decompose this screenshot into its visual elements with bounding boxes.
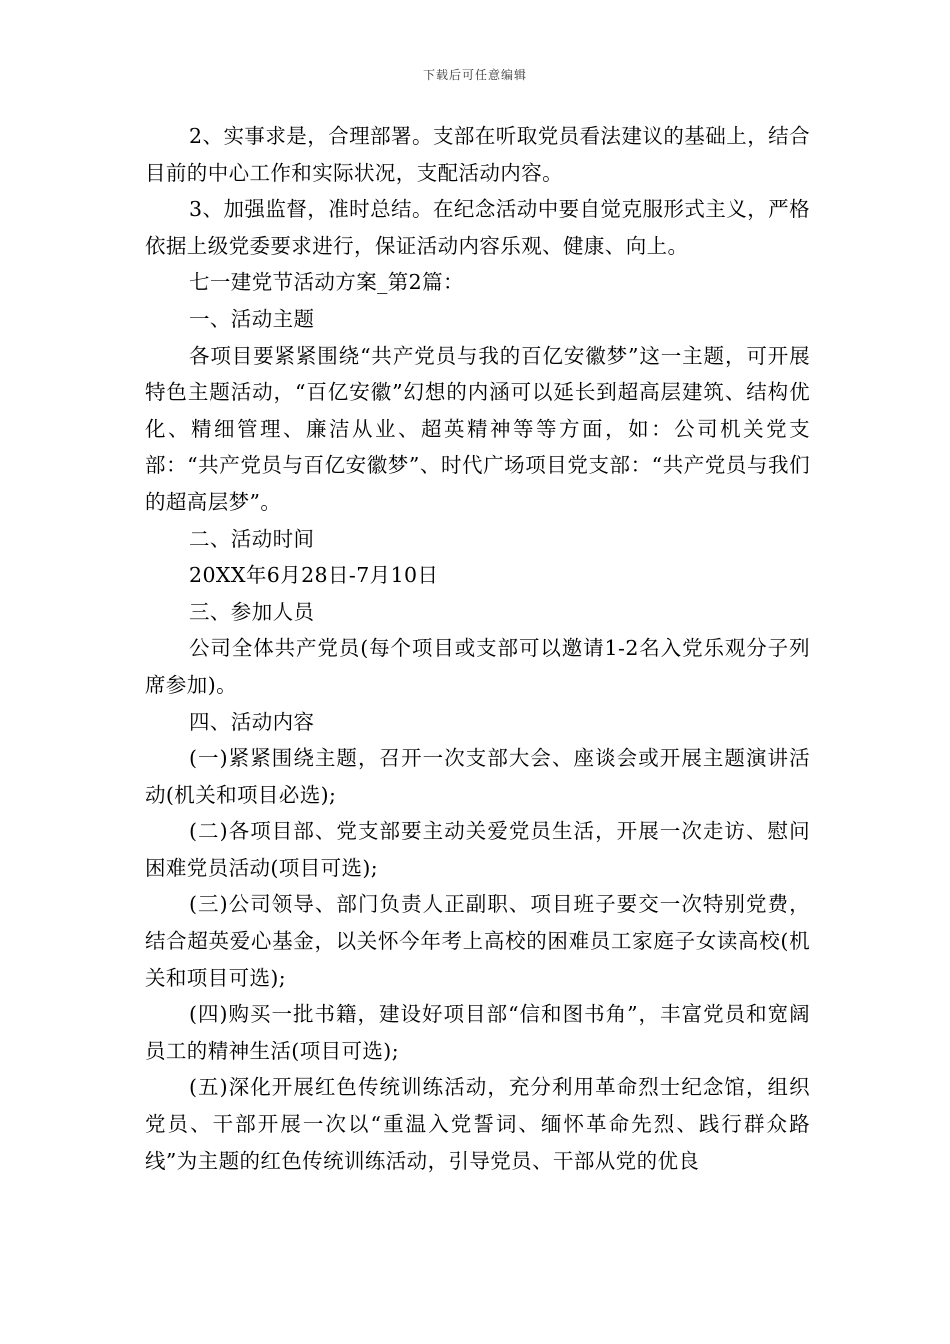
list-item-content-3: (三)公司领导、部门负责人正副职、项目班子要交一次特别党费，结合超英爱心基金，以关怀今年考上高校的困难员工家庭子女读高校(机关和项目可选);: [145, 892, 810, 990]
paragraph-2: 3、加强监督，准时总结。在纪念活动中要自觉克服形式主义，严格依据上级党委要求进行，保证活动内容乐观、健康、向上。: [145, 197, 810, 258]
section-title-part2: 七一建党节活动方案_第2篇：: [189, 270, 464, 295]
paragraph-time-body: 20XX年6月28日-7月10日: [189, 563, 439, 588]
heading-participants: 三、参加人员: [189, 599, 315, 624]
paragraph-1: 2、实事求是，合理部署。支部在听取党员看法建议的基础上，结合目前的中心工作和实际状况，支配活动内容。: [145, 124, 810, 185]
heading-activity-theme: 一、活动主题: [189, 306, 315, 331]
list-item-content-4: (四)购买一批书籍，建设好项目部“信和图书角”，丰富党员和宽阔员工的精神生活(项目可选);: [145, 1002, 810, 1063]
paragraph-theme-body: 各项目要紧紧围绕“共产党员与我的百亿安徽梦”这一主题，可开展特色主题活动，“百亿安徽”幻想的内涵可以延长到超高层建筑、结构优化、精细管理、廉洁从业、超英精神等等方面，如：公司机关党支部：“共产党员与百亿安徽梦”、时代广场项目党支部：“共产党员与我们的超高层梦”。: [145, 343, 810, 514]
list-item-content-5: (五)深化开展红色传统训练活动，充分利用革命烈士纪念馆，组织党员、干部开展一次以“重温入党誓词、缅怀革命先烈、践行群众路线”为主题的红色传统训练活动，引导党员、干部从党的优良: [145, 1075, 810, 1173]
paragraph-participants-body: 公司全体共产党员(每个项目或支部可以邀请1-2名入党乐观分子列席参加)。: [145, 636, 810, 697]
heading-activity-content: 四、活动内容: [189, 709, 315, 734]
document-body: [145, 118, 810, 1179]
heading-activity-time: 二、活动时间: [189, 526, 315, 551]
list-item-content-1: (一)紧紧围绕主题，召开一次支部大会、座谈会或开展主题演讲活动(机关和项目必选);: [145, 746, 810, 807]
page-header-note: 下载后可任意编辑: [422, 68, 527, 82]
list-item-content-2: (二)各项目部、党支部要主动关爱党员生活，开展一次走访、慰问困难党员活动(项目可选);: [145, 819, 810, 880]
